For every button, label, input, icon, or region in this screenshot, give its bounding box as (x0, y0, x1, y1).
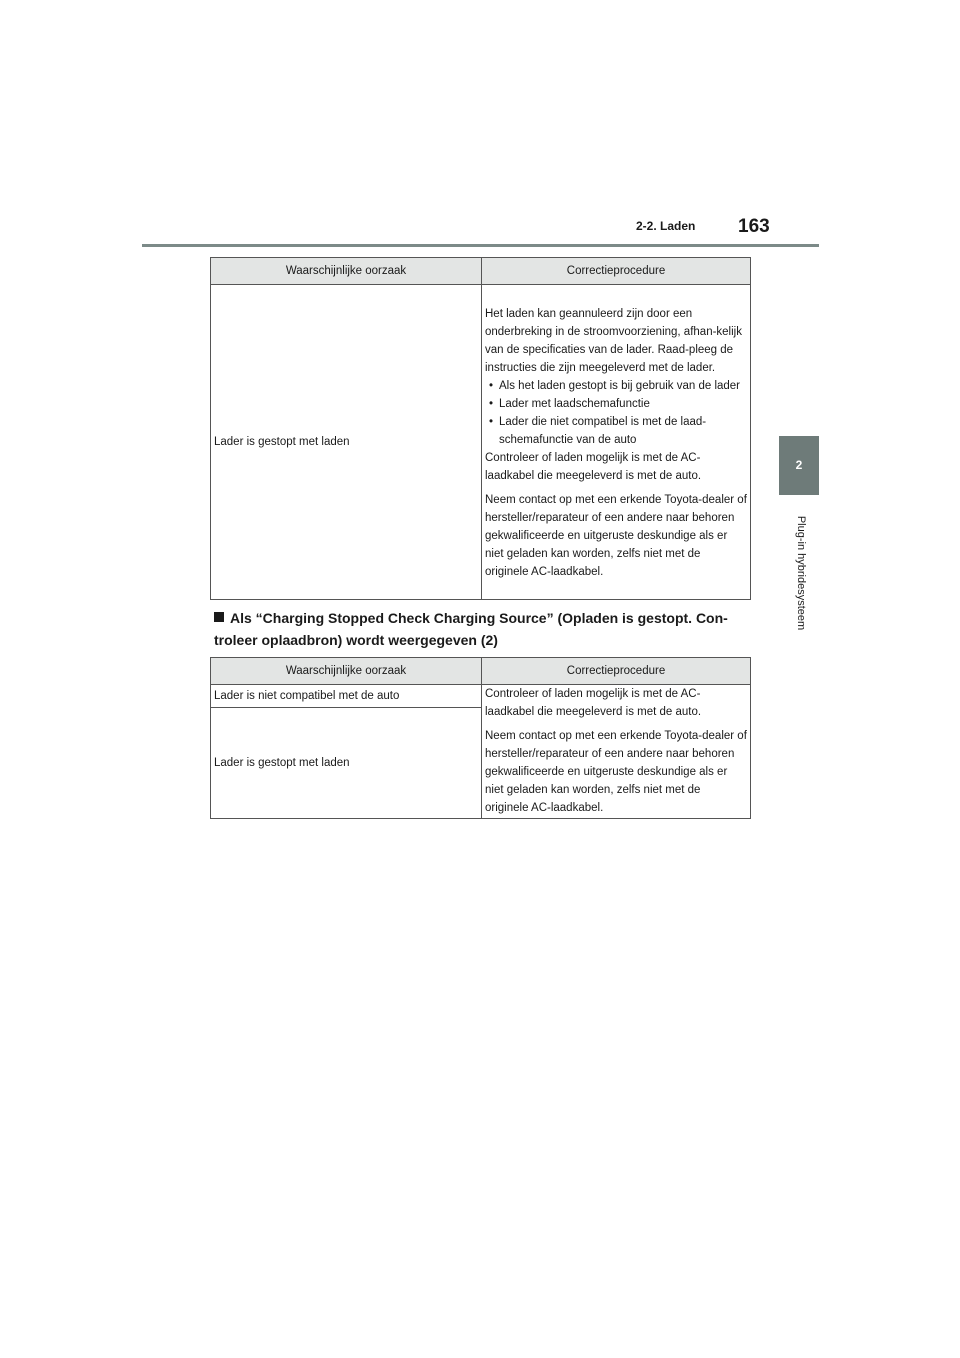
list-item: • Lader die niet compatibel is met de laad-schemafunctie van de auto (485, 413, 747, 449)
procedure-cell (482, 285, 751, 600)
column-header-cause: Waarschijnlijke oorzaak (211, 658, 482, 685)
section-heading (214, 607, 754, 651)
table-row (211, 285, 751, 600)
table-row (211, 685, 751, 708)
condition-list (485, 377, 747, 449)
procedure-intro: Het laden kan geannuleerd zijn door een onderbreking in de stroomvoorziening, afhan-kelijk van de specificaties van de lader. Raad-pleeg de instructies die zijn meegeleverd met de lader. (485, 307, 742, 374)
section-title: 2-2. Laden (636, 219, 696, 233)
procedure-paragraph: Controleer of laden mogelijk is met de AC-laadkabel die meegeleverd is met de auto. (485, 451, 702, 482)
header-rule (142, 244, 819, 247)
cause-cell: Lader is gestopt met laden (211, 708, 482, 819)
chapter-number: 2 (795, 458, 803, 472)
chapter-tab (779, 436, 819, 495)
procedure-paragraph: Neem contact op met een erkende Toyota-dealer of hersteller/reparateur of een andere naar behoren gekwalificeerde en uitgeruste deskundige als er niet geladen kan worden, zelfs niet met de originele AC-laadkabel. (485, 730, 747, 814)
chapter-label: Plug-in hybridesysteem (795, 515, 807, 631)
procedure-paragraph: Controleer of laden mogelijk is met de AC-laadkabel die meegeleverd is met de auto. (485, 688, 702, 718)
section-heading-text: Als “Charging Stopped Check Charging Source” (Opladen is gestopt. Con-troleer oplaadbron) wordt weergegeven (2) (214, 610, 728, 648)
cause-table-1 (210, 257, 751, 600)
column-header-cause: Waarschijnlijke oorzaak (211, 258, 482, 285)
list-item: • Lader met laadschemafunctie (485, 395, 747, 413)
page-number: 163 (738, 216, 770, 237)
table-header-row (211, 658, 751, 685)
procedure-paragraph: Neem contact op met een erkende Toyota-dealer of hersteller/reparateur of een andere naar behoren gekwalificeerde en uitgeruste deskundige als er niet geladen kan worden, zelfs niet met de originele AC-laadkabel. (485, 493, 747, 578)
column-header-procedure: Correctieprocedure (482, 258, 751, 285)
procedure-cell (482, 685, 751, 819)
column-header-procedure: Correctieprocedure (482, 658, 751, 685)
square-bullet-icon (214, 612, 224, 622)
cause-table-2 (210, 657, 751, 819)
table-header-row (211, 258, 751, 285)
cause-cell: Lader is niet compatibel met de auto (211, 685, 482, 708)
list-item: • Als het laden gestopt is bij gebruik van de lader (485, 377, 747, 395)
cause-cell: Lader is gestopt met laden (211, 285, 482, 600)
